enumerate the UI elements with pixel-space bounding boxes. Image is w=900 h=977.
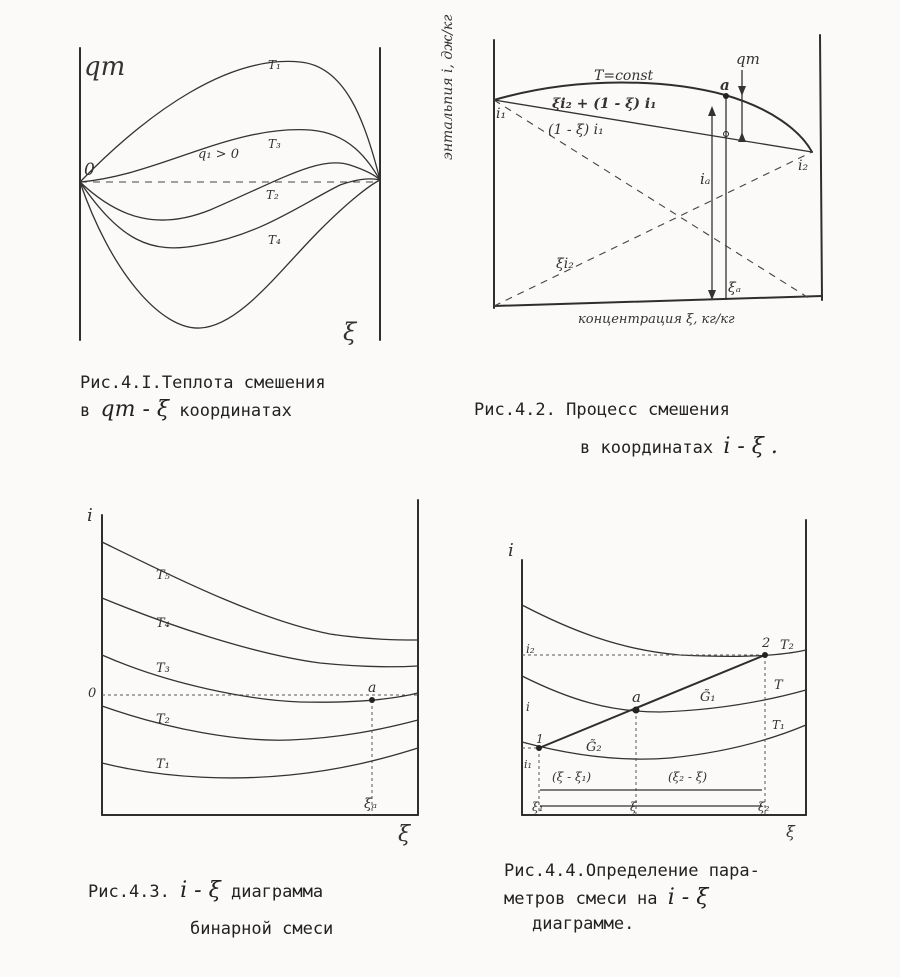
fig3-caption-formula: i - ξ <box>180 878 221 903</box>
fig3-curve-t1 <box>102 748 418 778</box>
fig4-g2-label: G̃₂ <box>586 740 602 755</box>
fig4-x-axis-label: ξ <box>786 822 795 841</box>
fig2-ia-label: iₐ <box>700 170 711 188</box>
fig3-point-a-label: a <box>368 680 377 696</box>
fig1-caption-line1: Рис.4.I.Теплота смешения <box>80 373 326 393</box>
fig1-curve-t2 <box>80 163 380 220</box>
fig2-y-label: энтальпия i, дж/кг <box>440 14 456 160</box>
fig2-i2-label: i₂ <box>798 158 809 174</box>
fig4-i2-label: i₂ <box>526 642 535 656</box>
fig1-note: q₁ > 0 <box>198 147 239 162</box>
fig4-curve-t1 <box>522 725 806 759</box>
fig4-point1-label: 1 <box>536 732 544 746</box>
fig3-curve-t5 <box>102 542 418 640</box>
fig1-origin-label: 0 <box>84 160 95 180</box>
fig1-curve-t4 <box>80 180 380 328</box>
fig3-caption-line2: бинарной смеси <box>190 919 334 939</box>
fig4-caption <box>504 860 760 936</box>
fig2-caption-line2 <box>580 432 778 462</box>
fig4-x2-label: ξ₂ <box>758 800 770 814</box>
fig4-pointa-label: a <box>632 688 641 706</box>
fig4-mixing-line <box>539 655 765 748</box>
fig4-g1-label: G̃₁ <box>700 690 716 705</box>
fig4-i-label: i <box>526 700 530 714</box>
fig1-caption-pre: в <box>80 400 91 421</box>
fig1-curve-t2b <box>80 179 380 248</box>
fig3-curve-t4: T₄ <box>156 616 170 631</box>
fig2-isotherm-curve <box>494 83 812 153</box>
fig1-curve-label-1: T₁ <box>268 58 281 72</box>
fig2-line-xi-i2 <box>494 152 812 306</box>
fig2-xia-label: ξₐ <box>728 280 741 296</box>
fig2-caption-formula: i - ξ . <box>723 434 778 459</box>
fig2-tconst-label: T=const <box>594 68 654 84</box>
fig2-diagram <box>494 35 822 308</box>
fig3-curve-t5: T₅ <box>156 568 170 583</box>
fig1-curve-label-2: T₂ <box>266 188 279 202</box>
fig3-curve-t2 <box>102 706 418 740</box>
fig1-diagram <box>80 48 380 340</box>
fig4-caption-pre: метров смеси на <box>504 888 658 909</box>
fig1-y-label: qт <box>84 52 126 82</box>
fig2-line-1-xi-i1 <box>494 100 812 300</box>
fig2-line2-label: ξi₂ <box>556 256 574 272</box>
fig2-point-a-label: a <box>720 76 730 94</box>
fig4-point-2 <box>762 652 768 658</box>
fig1-curve-label-3: T₃ <box>268 137 281 151</box>
fig4-curve-t: T <box>774 678 783 693</box>
fig4-x1-label: ξ₁ <box>532 800 544 814</box>
fig3-diagram <box>102 500 418 815</box>
fig2-caption-line1: Рис.4.2. Процесс смешения <box>474 400 730 420</box>
fig4-x-label: ξ <box>630 800 637 814</box>
fig3-y-label: i <box>87 505 93 526</box>
fig1-curve-label-4: T₄ <box>268 233 281 247</box>
fig4-curve-t <box>522 676 806 712</box>
fig3-caption-pre: Рис.4.3. <box>88 882 170 902</box>
fig1-caption-formula: qт - ξ <box>100 396 169 422</box>
fig4-y-label: i <box>508 540 514 561</box>
fig3-curve-t2: T₂ <box>156 712 170 727</box>
fig3-xia-label: ξₐ <box>364 796 377 812</box>
fig3-x-label: ξ <box>398 822 411 847</box>
fig4-point2-label: 2 <box>762 636 771 651</box>
fig4-seg1-label: (ξ - ξ₁) <box>552 770 592 784</box>
fig4-caption-line3: диаграмме. <box>532 913 635 934</box>
fig1-caption-line2 <box>80 395 326 425</box>
fig4-i1-label: i₁ <box>524 758 532 771</box>
fig2-x-label: концентрация ξ, кг/кг <box>578 312 735 327</box>
fig3-caption-line1 <box>88 876 323 906</box>
fig3-zero-label: 0 <box>88 686 97 701</box>
fig2-mix-label: ξi₂ + (1 - ξ) i₁ <box>552 96 657 112</box>
fig3-curve-t4 <box>102 598 418 667</box>
fig4-caption-line2 <box>504 883 760 913</box>
fig3-caption-post: диаграмма <box>230 882 324 902</box>
fig4-point-a <box>633 707 640 714</box>
fig2-line1-label: (1 - ξ) i₁ <box>548 122 604 138</box>
fig1-caption-post: координатах <box>179 400 292 421</box>
fig4-caption-line1: Рис.4.4.Определение пара- <box>504 861 760 881</box>
fig2-right-boundary <box>820 35 822 300</box>
fig4-caption-formula: i - ξ <box>667 884 709 910</box>
fig2-caption-text: в координатах <box>580 438 714 458</box>
fig2-x-axis <box>494 296 822 306</box>
fig4-curve-t1: T₁ <box>772 718 785 732</box>
fig2-qt-label: qт <box>736 50 760 68</box>
fig3-curve-t3: T₃ <box>156 661 170 676</box>
fig4-curve-t2: T₂ <box>780 638 794 653</box>
fig1-caption <box>80 372 326 425</box>
fig2-i1-label: i₁ <box>496 106 507 122</box>
fig3-curve-t1: T₁ <box>156 757 170 772</box>
fig3-point-a <box>369 697 375 703</box>
fig1-x-label: ξ <box>343 318 357 346</box>
fig4-seg2-label: (ξ₂ - ξ) <box>668 770 708 784</box>
